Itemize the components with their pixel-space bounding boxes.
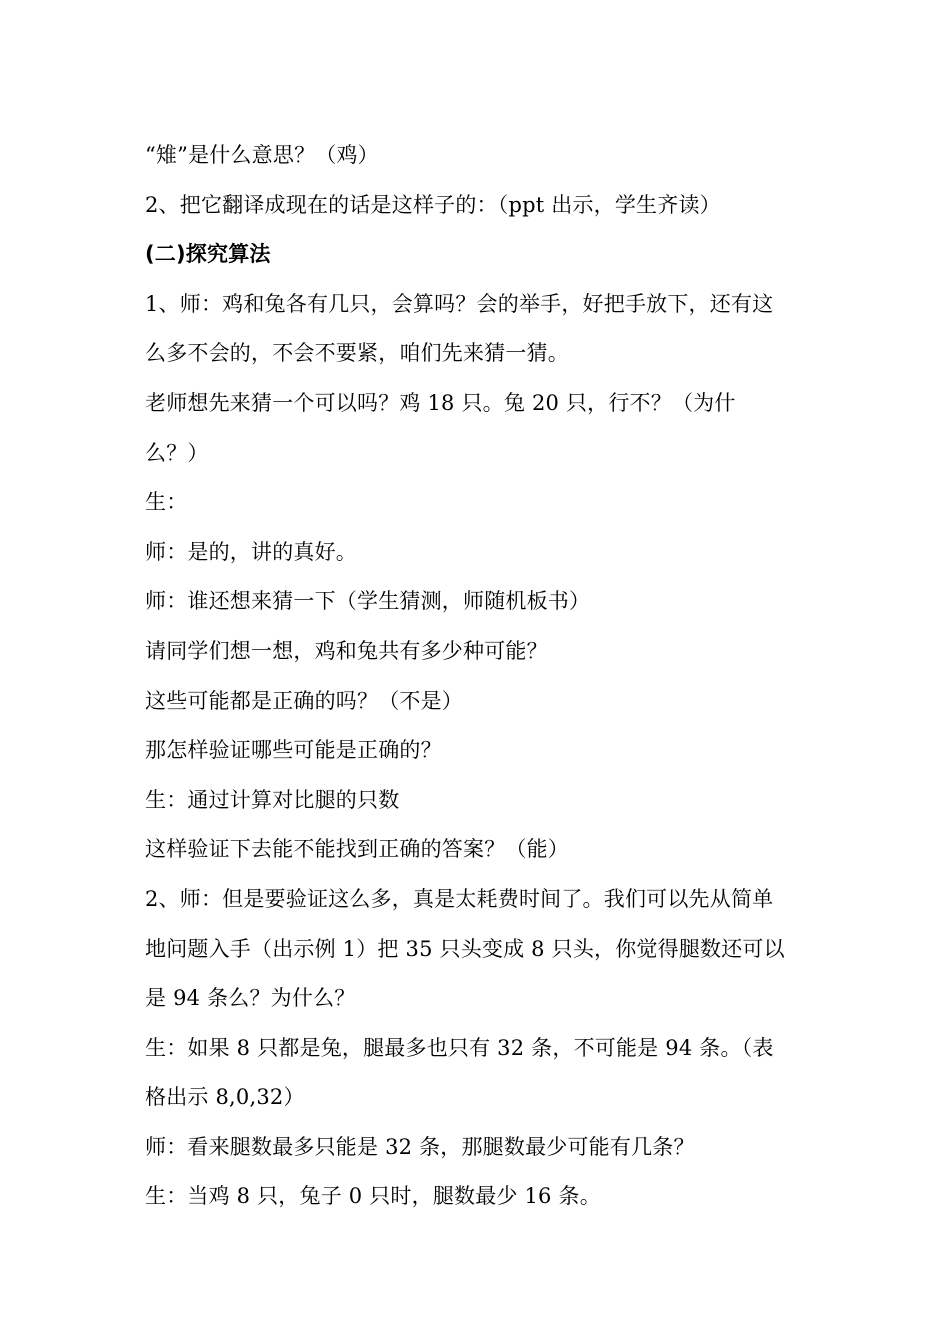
text-line: 2、师：但是要验证这么多，真是太耗费时间了。我们可以先从简单: [145, 886, 774, 911]
text-line: 生：如果 8 只都是兔，腿最多也只有 32 条，不可能是 94 条。（表: [145, 1035, 774, 1060]
text-line: 这样验证下去能不能找到正确的答案？（能）: [145, 837, 569, 862]
text-line: 请同学们想一想，鸡和兔共有多少种可能？: [145, 638, 548, 663]
text-line: 老师想先来猜一个可以吗？鸡 18 只。兔 20 只，行不？（为什: [145, 390, 736, 415]
text-line: “雉”是什么意思？（鸡）: [145, 143, 379, 167]
text-line: 师：谁还想来猜一下（学生猜测，师随机板书）: [145, 589, 591, 614]
text-line: 那怎样验证哪些可能是正确的？: [145, 738, 442, 763]
text-line: 2、把它翻译成现在的话是这样子的：（ppt 出示，学生齐读）: [145, 192, 721, 217]
text-line: 生：通过计算对比腿的只数: [145, 787, 400, 812]
text-line: 生：当鸡 8 只，兔子 0 只时，腿数最少 16 条。: [145, 1184, 601, 1209]
text-line: 么多不会的，不会不要紧，咱们先来猜一猜。: [145, 341, 569, 366]
text-line: 师：看来腿数最多只能是 32 条，那腿数最少可能有几条？: [145, 1134, 695, 1159]
text-line: 1、师：鸡和兔各有几只，会算吗？会的举手，好把手放下，还有这: [145, 291, 774, 316]
text-line: 是 94 条么？为什么？: [145, 986, 356, 1011]
text-line: 这些可能都是正确的吗？（不是）: [145, 688, 463, 713]
text-line: 么？）: [145, 440, 209, 465]
section-heading: (二)探究算法: [145, 242, 271, 267]
text-line: 地问题入手（出示例 1）把 35 只头变成 8 只头，你觉得腿数还可以: [145, 936, 785, 961]
document-body: [145, 131, 815, 1222]
text-line: 生：: [145, 490, 188, 515]
text-line: 师：是的，讲的真好。: [145, 539, 357, 564]
text-line: 格出示 8,0,32）: [145, 1085, 305, 1110]
